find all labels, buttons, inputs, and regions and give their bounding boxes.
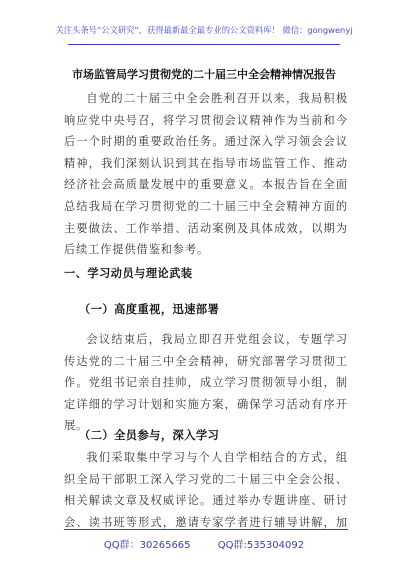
footer-qq-group-1: QQ群：30265665 <box>103 540 191 551</box>
subsection-1-paragraph: 会议结束后，我局立即召开党组会议，专题学习传达党的二十届三中全会精神，研究部署学习贯彻工作。党组书记亲自挂帅，成立学习贯彻领导小组，制定详细的学习计划和实施方案，确保学习活动有序开展。 <box>64 333 348 433</box>
footer-qq-group-2: QQ群:535304092 <box>217 540 305 551</box>
section-heading-1: 一、学习动员与理论武装 <box>64 267 193 280</box>
subsection-heading-2: （二）全员参与，深入学习 <box>79 429 220 442</box>
footer-divider <box>64 529 348 530</box>
header-divider <box>68 44 340 45</box>
subsection-heading-1: （一）高度重视，迅速部署 <box>79 303 220 316</box>
document-title: 市场监管局学习贯彻党的二十届三中全会精神情况报告 <box>72 68 336 81</box>
header-note: 关注头条号“公文研究”，获得最新最全最专业的公文资料库！ 微信：gongwenyj <box>55 25 353 35</box>
intro-paragraph: 自党的二十届三中全会胜利召开以来，我局积极响应党中央号召，将学习贯彻会议精神作为当前和今后一个时期的重要政治任务。通过深入学习领会会议精神，我们深刻认识到其在指导市场监管工作、推动经济社会高质量发展中的重要意义。本报告旨在全面总结我局在学习贯彻党的二十届三中全会精神方面的主要做法、工作举措、活动案例及具体成效，以期为后续工作提供借鉴和参考。 <box>64 92 348 257</box>
footer <box>0 536 408 551</box>
subsection-2-paragraph: 我们采取集中学习与个人自学相结合的方式，组织全局干部职工深入学习党的二十届三中全会公报、相关解读文章及权威评论。通过举办专题讲座、研讨会、读书班等形式，邀请专家学者进行辅导讲解，加 <box>64 451 348 529</box>
